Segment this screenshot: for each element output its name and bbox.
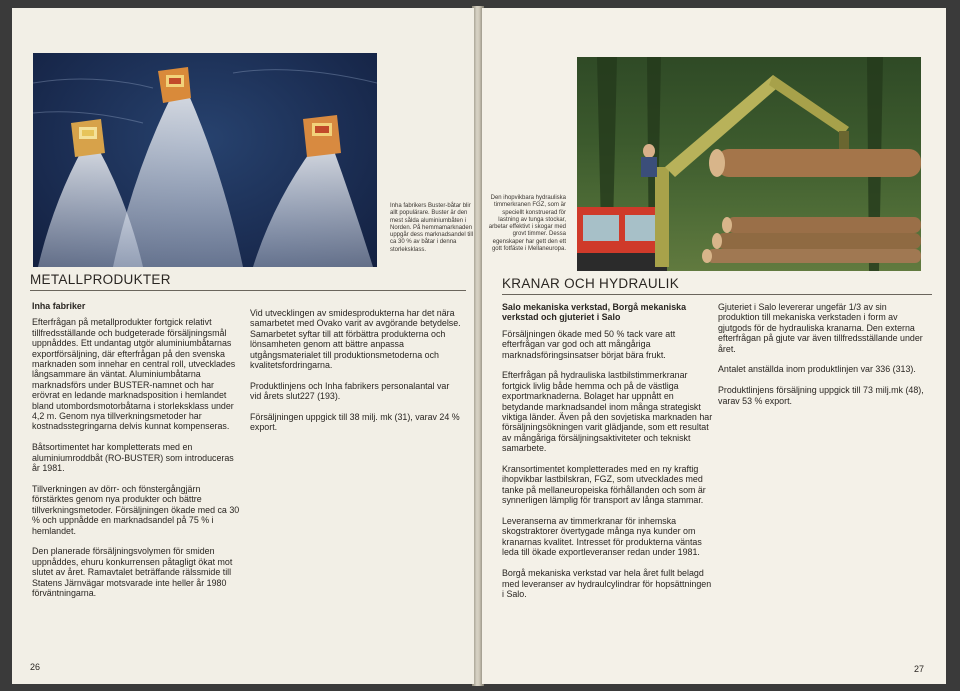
paragraph: Gjuteriet i Salo levererar ungefär 1/3 av sin produktion till mekaniska verkstaden i form av gjutgods för de hydrauliska kranarna. Den externa efterfrågan på gjute var även tillfredsställande under året. [718, 302, 923, 354]
boats-photo [33, 53, 377, 267]
page-number-left: 26 [30, 662, 41, 672]
boats-illustration [33, 53, 377, 267]
left-column-2 [250, 308, 462, 443]
boats-photo-caption: Inha fabrikers Buster-båtar blir allt populärare. Buster är den mest sålda aluminiumbåten i Norden. På hemmamarknaden uppgår dess marknadsandel till ca 30 % av båtar i denna storleksklass. [390, 203, 474, 253]
paragraph: Försäljningen ökade med 50 % tack vare att efterfrågan var god och att mångåriga marknadsföringsinsatser börjat bära frukt. [502, 328, 676, 360]
subheading: Inha fabriker [32, 301, 86, 311]
paragraph: Leveranserna av timmerkranar för inhemska skogstraktorer övertygade många nya kunder om kranarnas kvalitet. Intresset för produkterna väntas leda till ökade exportleveranser redan under 1981. [502, 516, 702, 558]
paragraph: Tillverkningen av dörr- och fönstergångjärn förstärktes genom nya produkter och bättre tillverkningsmetoder. Försäljningen ökade med ca 30 % och uppnådde en marknadsandel på 75 % i hemlandet. [32, 483, 240, 536]
left-column-1 [32, 301, 244, 609]
crane-illustration [577, 57, 921, 271]
paragraph: Produktlinjens försäljning uppgick till 73 milj.mk (48), varav 53 % export. [718, 385, 924, 406]
section-divider [30, 290, 466, 291]
left-page [12, 8, 474, 684]
page-number-right: 27 [914, 664, 925, 674]
paragraph: Efterfrågan på hydrauliska lastbilstimmerkranar fortgick livlig både hemma och på de västliga exportmarknaderna. Bolaget har uppnått en betydande marknadsandel inom många strategiskt viktiga länder. Även på den sovjetiska marknaden har försäljningsökningen varit glädjande, som ett resultat av mångåriga försäljningsaktiviteter och tekniskt samarbete. [502, 370, 713, 454]
crane-photo [577, 57, 921, 271]
section-title-metal-products: METALLPRODUKTER [30, 272, 171, 287]
right-page [482, 8, 946, 684]
section-title-cranes-hydraulics: KRANAR OCH HYDRAULIK [502, 276, 680, 291]
paragraph: Båtsortimentet har kompletterats med en aluminiumroddbåt (RO-BUSTER) som introduceras år 1981. [32, 442, 234, 474]
paragraph: Efterfrågan på metallprodukter fortgick relativt tillfredsställande och budgeterade försäljningsmål uppnåddes. Ett undantag utgör aluminiumbåtarnas exportförsäljning, där efterfrågan på den svenska marknaden som innehar en central roll, utvecklades långsammare än väntat. Aluminiumbåtarna marknadsförs under BUSTER-namnet och har erövrat en ledande marknadsposition i hemlandet bland utombordsmotorbåtarna i storleksklass under 4,2 m. Genom nya tillverkningsmetoder har kostnadsstegringarna delvis kunnat kompenseras. [32, 317, 236, 432]
paragraph: Vid utvecklingen av smidesprodukterna har det nära samarbetet med Ovako varit av avgörande betydelse. Samarbetet syftar till att förbättra produkterna och lönsamheten genom att bättre anpassa utgångsmaterialet till produktionsmetoderna och kvalitetsfordringarna. [250, 308, 461, 371]
paragraph: Antalet anställda inom produktlinjen var 336 (313). [718, 364, 916, 375]
paragraph: Borgå mekaniska verkstad var hela året fullt belagd med leveranser av hydraulcylindrar för hopsättningen i Salo. [502, 568, 712, 599]
paragraph: Kransortimentet kompletterades med en ny kraftig ihopvikbar lastbilskran, FGZ, som utvecklades med tanke på mellaneuropeiska förhållanden och som är synnerligen lämplig för transport av långa stammar. [502, 464, 706, 506]
section-divider [502, 294, 932, 295]
right-column-2 [718, 302, 930, 416]
paragraph: Den planerade försäljningsvolymen för smiden uppnåddes, ehuru konkurrensen påtagligt ökat mot slutet av året. Ramavtalet beträffande rälssmide till Statens Järnvägar motsvarade inte heller år 1980 förväntningarna. [32, 546, 233, 598]
crane-photo-caption: Den ihopvikbara hydrauliska timmerkranen FGZ, som är speciellt konstruerad för lastning av tunga stockar, arbetar effektivt i skogar med grovt timmer. Dessa egenskaper har gett den ett gott fotfäste i Mellaneuropa. [488, 195, 566, 253]
paragraph: Försäljningen uppgick till 38 milj. mk (31), varav 24 % export. [250, 412, 460, 433]
paragraph: Produktlinjens och Inha fabrikers personalantal var vid årets slut227 (193). [250, 380, 450, 402]
subheading: Salo mekaniska verkstad, Borgå mekaniska verkstad och gjuteriet i Salo [502, 302, 687, 323]
right-column-1 [502, 302, 714, 610]
